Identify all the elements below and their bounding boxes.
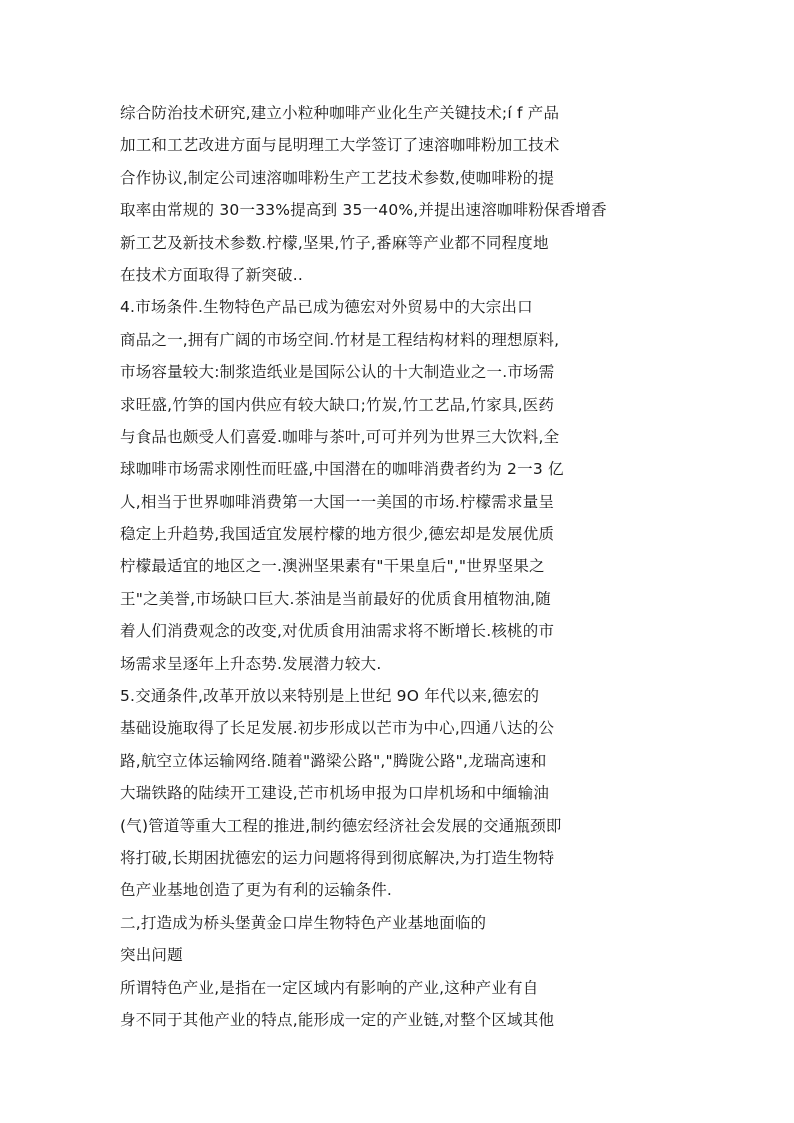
body-text [120,97,680,1036]
text-line-27: 突出问题 [120,946,183,965]
text-line-5: 新工艺及新技术参数.柠檬,坚果,竹子,番麻等产业都不同程度地 [120,233,549,252]
text-line-2: 加工和工艺改进方面与昆明理工大学签订了速溶咖啡粉加工技术 [120,136,560,155]
text-line-7: 4.市场条件.生物特色产品已成为德宏对外贸易中的大宗出口 [120,298,533,317]
text-line-11: 与食品也颇受人们喜爱.咖啡与茶叶,可可并列为世界三大饮料,全 [120,427,560,446]
text-line-6: 在技术方面取得了新突破.. [120,265,303,284]
text-line-1: 综合防治技术研究,建立小粒种咖啡产业化生产关键技术;í f 产品 [120,104,560,122]
text-line-4: 取率由常规的 30一33%提高到 35一40%,并提出速溶咖啡粉保香增香 [120,201,607,220]
text-line-17: 着人们消费观念的改变,对优质食用油需求将不断增长.核桃的市 [120,622,555,641]
text-line-19: 5.交通条件,改革开放以来特别是上世纪 9O 年代以来,德宏的 [120,687,540,706]
text-line-15: 柠檬最适宜的地区之一.澳洲坚果素有"干果皇后","世界坚果之 [120,557,545,576]
text-line-10: 求旺盛,竹笋的国内供应有较大缺口;竹炭,竹工艺品,竹家具,医药 [120,395,555,414]
text-line-24: 将打破,长期困扰德宏的运力问题将得到彻底解决,为打造生物特 [120,848,555,867]
text-line-12: 球咖啡市场需求刚性而旺盛,中国潜在的咖啡消费者约为 2一3 亿 [120,460,564,479]
text-line-14: 稳定上升趋势,我国适宜发展柠檬的地方很少,德宏却是发展优质 [120,525,555,544]
text-line-8: 商品之一,拥有广阔的市场空间.竹材是工程结构材料的理想原料, [120,330,560,349]
text-line-3: 合作协议,制定公司速溶咖啡粉生产工艺技术参数,使咖啡粉的提 [120,168,555,187]
text-line-13: 人,相当于世界咖啡消费第一大国一一美国的市场.柠檬需求量呈 [120,492,555,511]
text-line-23: (气)管道等重大工程的推进,制约德宏经济社会发展的交通瓶颈即 [120,816,562,835]
text-line-9: 市场容量较大:制浆造纸业是国际公认的十大制造业之一.市场需 [120,363,555,382]
text-line-16: 王"之美誉,市场缺口巨大.茶油是当前最好的优质食用植物油,随 [120,589,551,608]
text-line-18: 场需求呈逐年上升态势.发展潜力较大. [120,654,382,673]
text-line-29: 身不同于其他产业的特点,能形成一定的产业链,对整个区域其他 [120,1010,555,1029]
text-line-22: 大瑞铁路的陆续开工建设,芒市机场申报为口岸机场和中缅输油 [120,784,550,803]
text-line-25: 色产业基地创造了更为有利的运输条件. [120,881,393,900]
text-line-20: 基础设施取得了长足发展.初步形成以芒市为中心,四通八达的公 [120,719,555,738]
text-line-26: 二,打造成为桥头堡黄金口岸生物特色产业基地面临的 [120,913,487,932]
text-line-28: 所谓特色产业,是指在一定区域内有影响的产业,这种产业有自 [120,978,539,997]
text-line-21: 路,航空立体运输网络.随着"潞梁公路","腾陇公路",龙瑞高速和 [120,751,547,770]
